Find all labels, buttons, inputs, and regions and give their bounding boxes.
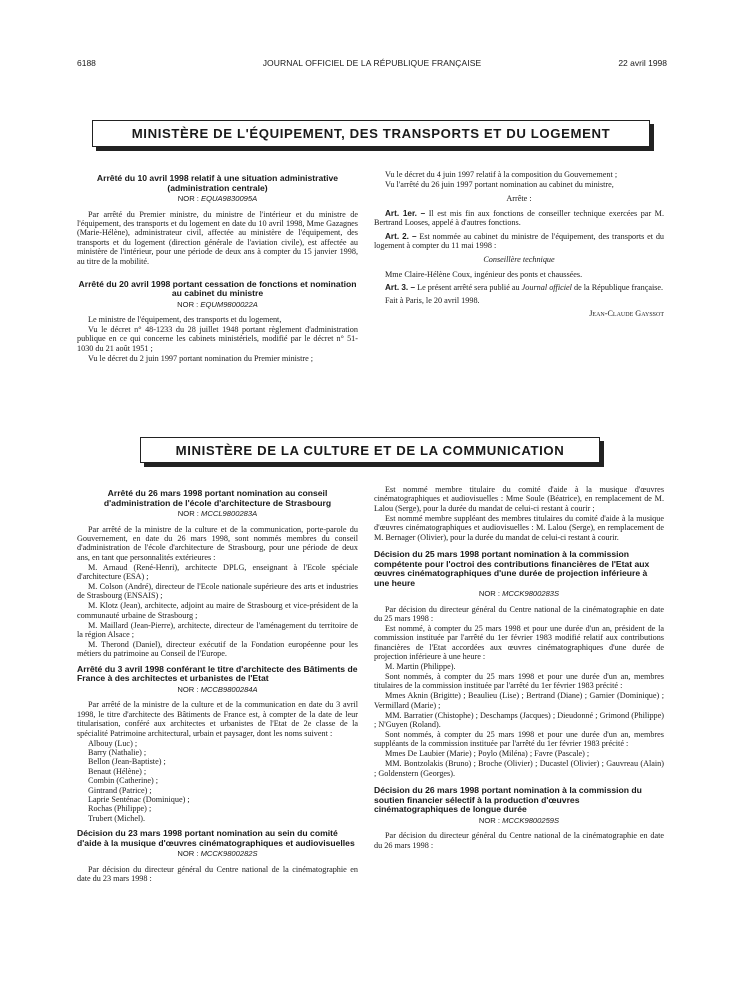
ministry-culture-heading: MINISTÈRE DE LA CULTURE ET DE LA COMMUNICATION <box>140 437 600 463</box>
paragraph: Par arrêté de la ministre de la culture et de la communication en date du 3 avril 1998, le titre d'architecte des Bâtiments de France est, à compter de la date de leur titularisation, conféré aux architectes et urbanistes de l'Etat de 2e classe de la spécialité Patrimoine architectural, urbain et paysager, dont les noms suivent : <box>77 700 358 738</box>
section1-right-column <box>374 170 664 319</box>
paragraph: Sont nommés, à compter du 25 mars 1998 et pour une durée d'un an, membres suppléants de la commission instituée par l'arrêté du 1er février 1983 précité : <box>374 730 664 749</box>
paragraph: Est nommé, à compter du 25 mars 1998 et pour une durée d'un an, président de la commission instituée par l'arrêté du 1er février 1983 modifié relatif aux contributions financières de l'Etat accordées aux œuvres cinématographiques d'une durée de projection inférieure à une heure : <box>374 624 664 662</box>
paragraph: M. Maillard (Jean-Pierre), architecte, directeur de l'aménagement du territoire de la région Alsace ; <box>77 620 358 640</box>
ministry-equipement-heading: MINISTÈRE DE L'ÉQUIPEMENT, DES TRANSPORTS ET DU LOGEMENT <box>92 120 650 147</box>
paragraph: Vu le décret n° 48-1233 du 28 juillet 1948 portant règlement d'administration publique en ce qui concerne les cabinets ministériels, modifié par le décret n° 51-1030 du 21 août 1951 ; <box>77 325 358 353</box>
article: Art. 1er. – Il est mis fin aux fonctions de conseiller technique exercées par M. Bertrand Looses, appelé à d'autres fonctions. <box>374 208 665 228</box>
paragraph: Est nommé membre suppléant des membres titulaires du comité d'aide à la musique d'œuvres cinématographiques et audiovisuelles : M. Lalou (Serge), en remplacement de M. Bernager (Olivier), pour la durée du mandat de celui-ci restant à courir. <box>374 513 664 542</box>
page-number: 6188 <box>77 58 96 68</box>
paragraph: Mmes Aknin (Brigitte) ; Beaulieu (Lise) ; Bertrand (Diane) ; Garnier (Dominique) ; Vermillard (Marie) ; <box>374 691 664 710</box>
paragraph: Par décision du directeur général du Centre national de la cinématographie en date du 23 mars 1998 : <box>77 864 358 884</box>
paragraph: Par décision du directeur général du Centre national de la cinématographie en date du 25 mars 1998 : <box>374 604 664 624</box>
paragraph: Fait à Paris, le 20 avril 1998. <box>385 295 480 305</box>
paragraph: MM. Bontzolakis (Bruno) ; Broche (Olivier) ; Ducastel (Olivier) ; Gauvreau (Alain) ; Goldenstern (Georges). <box>374 759 664 778</box>
name-item: Albouy (Luc) ; <box>88 738 138 748</box>
paragraph: M. Martin (Philippe). <box>385 662 456 672</box>
article: Art. 3. – Le présent arrêté sera publié au Journal officiel de la République française. <box>385 283 664 293</box>
name-item: Gintrand (Patrice) ; <box>88 785 152 795</box>
issue-date: 22 avril 1998 <box>618 58 667 68</box>
paragraph: M. Arnaud (René-Henri), architecte DPLG, enseignant à l'Ecole spéciale d'architecture (ESA) ; <box>77 562 358 582</box>
name-item: Bellon (Jean-Baptiste) ; <box>88 757 166 767</box>
section2-right-column <box>374 485 664 851</box>
paragraph: Par arrêté du Premier ministre, du ministre de l'intérieur et du ministre de l'équipement, des transports et du logement en date du 10 avril 1998, Mme Gazagnes (Marie-Hélène), administrateur civil, affectée au ministère de l'équipement, des transports et du logement (direction générale de l'aviation civile), est affectée au ministère de l'intérieur, pour une période de deux ans à compter du 15 janvier 1998, au titre de la mobilité. <box>77 209 358 266</box>
name-item: Barry (Nathalie) ; <box>88 747 147 757</box>
name-item: Laprie Senténac (Dominique) ; <box>88 794 190 804</box>
paragraph: Par arrêté de la ministre de la culture et de la communication, porte-parole du Gouvernement, en date du 26 mars 1998, sont nommés membres du conseil d'administration de l'école d'architecture de Strasbourg, pour une période de deux ans, en tant que personnalités extérieures : <box>77 524 358 562</box>
arrete-heading: Arrête : <box>506 194 532 204</box>
name-item: Trubert (Michel). <box>88 813 146 823</box>
paragraph: Vu le décret du 2 juin 1997 portant nomination du Premier ministre ; <box>88 353 314 363</box>
paragraph: Est nommé membre titulaire du comité d'aide à la musique d'œuvres cinématographiques et audiovisuelles : Mme Soule (Béatrice), en remplacement de M. Lalou (Serge), pour la durée du mandat de celui-ci restant à courir ; <box>374 485 664 513</box>
paragraph: Vu l'arrêté du 26 juin 1997 portant nomination au cabinet du ministre, <box>385 179 614 189</box>
nor-line: NOR : MCCK9800283S <box>478 589 560 599</box>
paragraph: M. Colson (André), directeur de l'Ecole nationale supérieure des arts et industries de Strasbourg (ENSAIS) ; <box>77 582 358 601</box>
paragraph: Mme Claire-Hélène Coux, ingénieur des ponts et chaussées. <box>385 269 583 279</box>
arrete-title: Arrêté du 3 avril 1998 conférant le titre d'architecte des Bâtiments de France à des architectes et urbanistes de l'Etat <box>77 663 358 684</box>
decision-title: Décision du 26 mars 1998 portant nomination à la commission du soutien financier sélectif à la production d'œuvres cinématographiques de longue durée <box>374 785 642 815</box>
arrete-title: Arrêté du 20 avril 1998 portant cessation de fonctions et nomination au cabinet du ministre <box>78 278 357 299</box>
paragraph: Par décision du directeur général du Centre national de la cinématographie en date du 26 mars 1998 : <box>374 831 664 850</box>
name-item: Rochas (Philippe) ; <box>88 804 152 814</box>
nor-line: NOR : EQUM9800022A <box>177 299 258 309</box>
role-heading: Conseillère technique <box>483 255 555 265</box>
paragraph: M. Klotz (Jean), architecte, adjoint au maire de Strasbourg et vice-président de la communauté urbaine de Strasbourg ; <box>77 601 358 620</box>
paragraph: M. Therond (Daniel), directeur exécutif de la Fondation européenne pour les métiers du patrimoine au Conseil de l'Europe. <box>77 639 358 659</box>
nor-line: NOR : MCCB9800284A <box>177 684 258 694</box>
article: Art. 2. – Est nommée au cabinet du ministre de l'équipement, des transports et du logement à compter du 11 mai 1998 : <box>374 231 665 250</box>
arrete-title: Arrêté du 26 mars 1998 portant nomination au conseil d'administration de l'école d'architecture de Strasbourg <box>103 488 332 508</box>
paragraph: Le ministre de l'équipement, des transports et du logement, <box>88 315 282 325</box>
nor-line: NOR : MCCK9800259S <box>478 815 560 825</box>
section2-left-column <box>77 485 358 884</box>
paragraph: Mmes De Laubier (Marie) ; Poylo (Miléna) ; Favre (Pascale) ; <box>385 749 590 759</box>
page-header <box>77 58 667 72</box>
decision-title: Décision du 25 mars 1998 portant nomination à la commission compétente pour l'octroi des contributions financières de l'Etat aux œuvres cinématographiques d'une durée de projection inférieure à une heure <box>374 548 650 588</box>
paragraph: MM. Barratier (Chistophe) ; Deschamps (Jacques) ; Dieudonné ; Grimond (Philippe) ; N'Guyen (Roland). <box>374 710 664 730</box>
signature: Jean-Claude Gayssot <box>589 308 664 318</box>
name-item: Benaut (Hélène) ; <box>88 766 147 776</box>
nor-line: NOR : EQUA9830095A <box>177 194 258 204</box>
decision-title: Décision du 23 mars 1998 portant nomination au sein du comité d'aide à la musique d'œuvres cinématographiques et audiovisuelles <box>77 828 355 848</box>
paragraph: Sont nommés, à compter du 25 mars 1998 et pour une durée d'un an, membres titulaires de la commission instituée par l'arrêté du 1er février 1983 précité : <box>374 672 664 691</box>
name-item: Combin (Catherine) ; <box>88 776 159 786</box>
nor-line: NOR : MCCL9800283A <box>177 509 258 519</box>
section1-left-column <box>77 170 358 364</box>
journal-title: JOURNAL OFFICIEL DE LA RÉPUBLIQUE FRANÇAISE <box>262 58 482 68</box>
arrete-title: Arrêté du 10 avril 1998 relatif à une situation administrative (administration centrale) <box>96 173 339 193</box>
paragraph: Vu le décret du 4 juin 1997 relatif à la composition du Gouvernement ; <box>385 170 618 179</box>
nor-line: NOR : MCCK9800282S <box>177 849 258 859</box>
